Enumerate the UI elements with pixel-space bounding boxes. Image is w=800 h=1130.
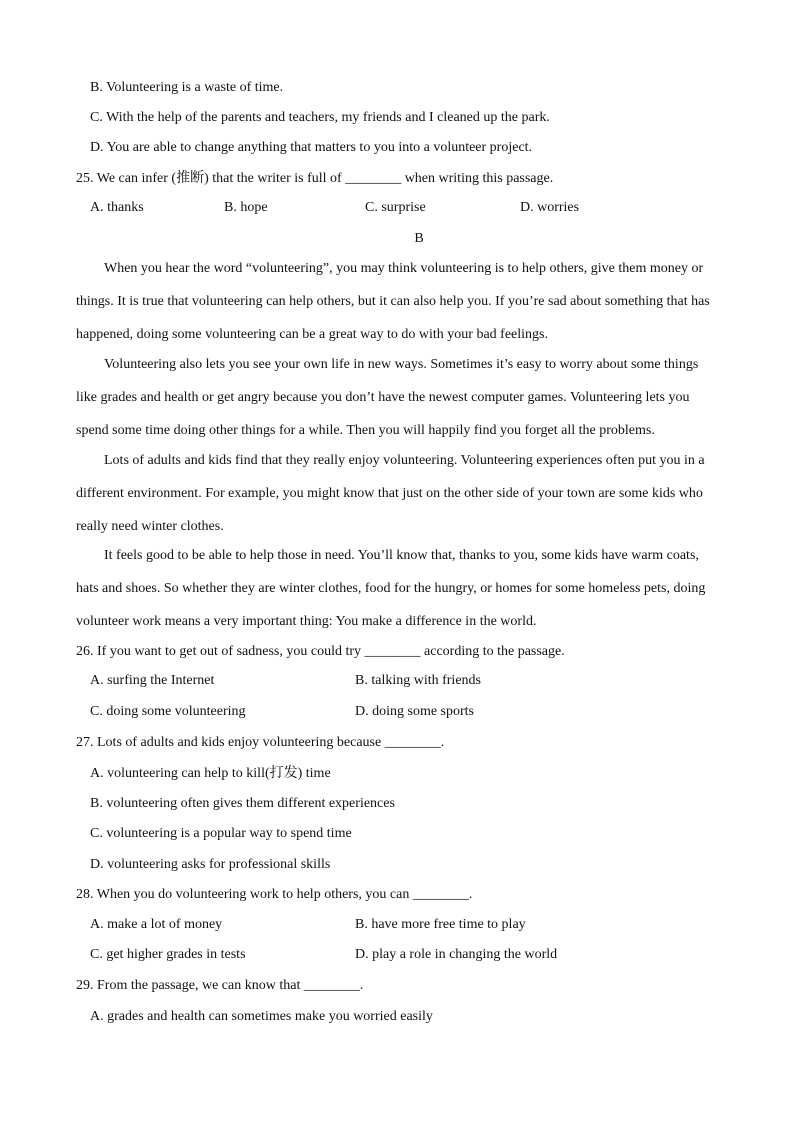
q28-option-b: B. have more free time to play (355, 917, 526, 932)
q25-option-b: B. hope (224, 200, 268, 215)
passage-p3-line-3: really need winter clothes. (76, 519, 224, 534)
q29-option-a: A. grades and health can sometimes make you worried easily (90, 1009, 433, 1024)
q28-option-c: C. get higher grades in tests (90, 947, 246, 962)
passage-p1-line-1: When you hear the word “volunteering”, you may think volunteering is to help others, give them money or (104, 261, 704, 276)
q27-option-c: C. volunteering is a popular way to spend time (90, 826, 352, 841)
q28-option-a: A. make a lot of money (90, 917, 223, 932)
passage-p1-line-2: things. It is true that volunteering can help others, but it can also help you. If you’re sad about something that has (76, 294, 710, 309)
q25-stem: 25. We can infer (推断) that the writer is full of ________ when writing this passage. (76, 171, 554, 186)
q26-stem: 26. If you want to get out of sadness, you could try ________ according to the passage. (76, 644, 565, 659)
passage-p1-line-3: happened, doing some volunteering can be a great way to do with your bad feelings. (76, 327, 548, 342)
passage-p2-line-2: like grades and health or get angry because you don’t have the newest computer games. Volunteering lets you (76, 390, 690, 405)
q28-option-d: D. play a role in changing the world (355, 947, 558, 962)
q24-option-c: C. With the help of the parents and teachers, my friends and I cleaned up the park. (90, 110, 550, 125)
q29-stem: 29. From the passage, we can know that ________. (76, 978, 364, 993)
q27-option-a: A. volunteering can help to kill(打发) time (90, 766, 331, 781)
q26-option-a: A. surfing the Internet (90, 673, 215, 688)
q25-option-d: D. worries (520, 200, 580, 215)
q25-option-a: A. thanks (90, 200, 144, 215)
q26-option-d: D. doing some sports (355, 704, 474, 719)
q28-stem: 28. When you do volunteering work to help others, you can ________. (76, 887, 473, 902)
passage-p3-line-1: Lots of adults and kids find that they really enjoy volunteering. Volunteering experiences often put you in a (104, 453, 705, 468)
q26-option-b: B. talking with friends (355, 673, 481, 688)
q27-option-d: D. volunteering asks for professional skills (90, 857, 331, 872)
passage-p4-line-3: volunteer work means a very important thing: You make a difference in the world. (76, 614, 537, 629)
passage-p4-line-2: hats and shoes. So whether they are winter clothes, food for the hungry, or homes for some homeless pets, doing (76, 581, 706, 596)
q26-option-c: C. doing some volunteering (90, 704, 246, 719)
passage-p2-line-3: spend some time doing other things for a while. Then you will happily find you forget all the problems. (76, 423, 655, 438)
passage-p2-line-1: Volunteering also lets you see your own life in new ways. Sometimes it’s easy to worry about some things (104, 357, 699, 372)
passage-p4-line-1: It feels good to be able to help those in need. You’ll know that, thanks to you, some kids have warm coats, (104, 548, 699, 563)
q25-option-c: C. surprise (365, 200, 426, 215)
passage-p3-line-2: different environment. For example, you might know that just on the other side of your town are some kids who (76, 486, 703, 501)
section-b-title: B (414, 231, 424, 246)
q27-stem: 27. Lots of adults and kids enjoy volunteering because ________. (76, 735, 445, 750)
q27-option-b: B. volunteering often gives them different experiences (90, 796, 395, 811)
q24-option-d: D. You are able to change anything that matters to you into a volunteer project. (90, 140, 533, 155)
q24-option-b: B. Volunteering is a waste of time. (90, 80, 284, 95)
